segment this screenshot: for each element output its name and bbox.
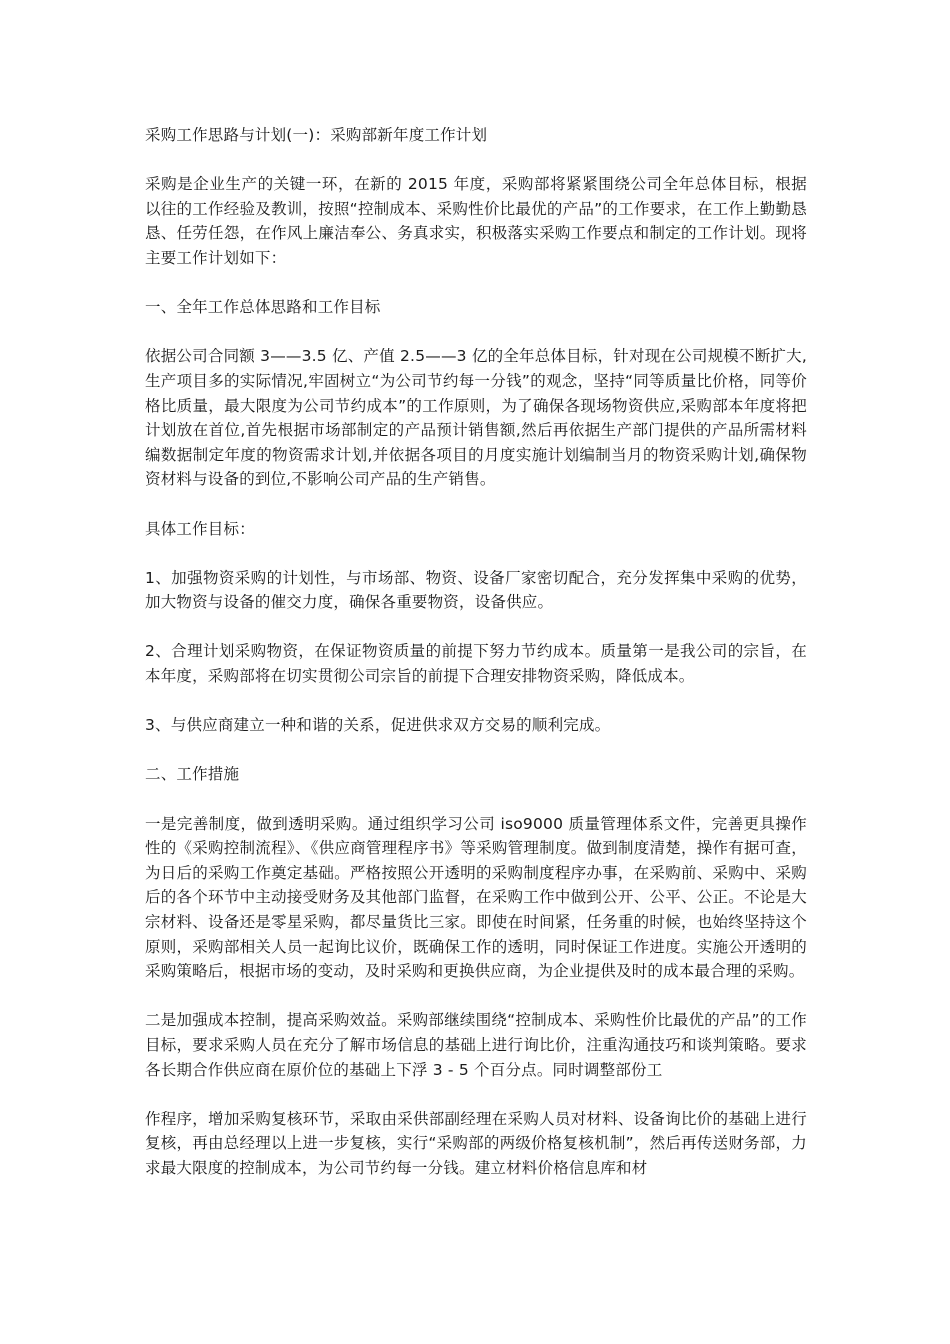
goal-item-1: 1、加强物资采购的计划性，与市场部、物资、设备厂家密切配合，充分发挥集中采购的优势，加大物资与设备的催交力度，确保各重要物资，设备供应。 (145, 568, 807, 612)
intro-paragraph: 采购是企业生产的关键一环，在新的 2015 年度，采购部将紧紧围绕公司全年总体目标，根据以往的工作经验及教训，按照“控制成本、采购性价比最优的产品”的工作要求，在工作上勤勤恳恳、任劳任怨，在作风上廉洁奉公、务真求实，积极落实采购工作要点和制定的工作计划。现将主要工作计划如下： (145, 175, 807, 267)
document-title: 采购工作思路与计划(一)：采购部新年度工作计划 (145, 126, 488, 144)
section-heading-overall-goals: 一、全年工作总体思路和工作目标 (145, 298, 381, 317)
document-page (145, 123, 807, 1205)
measure-paragraph-2-continued: 作程序，增加采购复核环节，采取由采供部副经理在采购人员对材料、设备询比价的基础上进行复核，再由总经理以上进一步复核，实行“采购部的两级价格复核机制”，然后再传送财务部，力求最大限度的控制成本，为公司节约每一分钱。建立材料价格信息库和材 (145, 1109, 807, 1177)
overall-goals-paragraph: 依据公司合同额 3——3.5 亿、产值 2.5——3 亿的全年总体目标，针对现在公司规模不断扩大,生产项目多的实际情况,牢固树立“为公司节约每一分钱”的观念，坚持“同等质量比价格，同等价格比质量，最大限度为公司节约成本”的工作原则，为了确保各现场物资供应,采购部本年度将把计划放在首位,首先根据市场部制定的产品预计销售额,然后再依据生产部门提供的产品所需材料编数据制定年度的物资需求计划,并依据各项目的月度实施计划编制当月的物资采购计划,确保物资材料与设备的到位,不影响公司产品的生产销售。 (145, 347, 807, 489)
measure-paragraph-2: 二是加强成本控制，提高采购效益。采购部继续围绕“控制成本、采购性价比最优的产品”的工作目标，要求采购人员在充分了解市场信息的基础上进行询比价，注重沟通技巧和谈判策略。要求各长期合作供应商在原价位的基础上下浮 3 - 5 个百分点。同时调整部份工 (145, 1011, 807, 1079)
section-heading-measures: 二、工作措施 (145, 765, 240, 784)
goal-item-2: 2、合理计划采购物资，在保证物资质量的前提下努力节约成本。质量第一是我公司的宗旨，在本年度，采购部将在切实贯彻公司宗旨的前提下合理安排物资采购，降低成本。 (145, 642, 807, 686)
specific-goals-heading: 具体工作目标： (145, 519, 255, 538)
goal-item-3: 3、与供应商建立一种和谐的关系，促进供求双方交易的顺利完成。 (145, 716, 611, 735)
measure-paragraph-1: 一是完善制度，做到透明采购。通过组织学习公司 iso9000 质量管理体系文件，完善更具操作性的《采购控制流程》、《供应商管理程序书》等采购管理制度。做到制度清楚，操作有据可查，为日后的采购工作奠定基础。严格按照公开透明的采购制度程序办事，在采购前、采购中、采购后的各个环节中主动接受财务及其他部门监督，在采购工作中做到公开、公平、公正。不论是大宗材料、设备还是零星采购，都尽量货比三家。即使在时间紧，任务重的时候，也始终坚持这个原则，采购部相关人员一起询比议价，既确保工作的透明，同时保证工作进度。实施公开透明的采购策略后，根据市场的变动，及时采购和更换供应商，为企业提供及时的成本最合理的采购。 (145, 814, 807, 981)
